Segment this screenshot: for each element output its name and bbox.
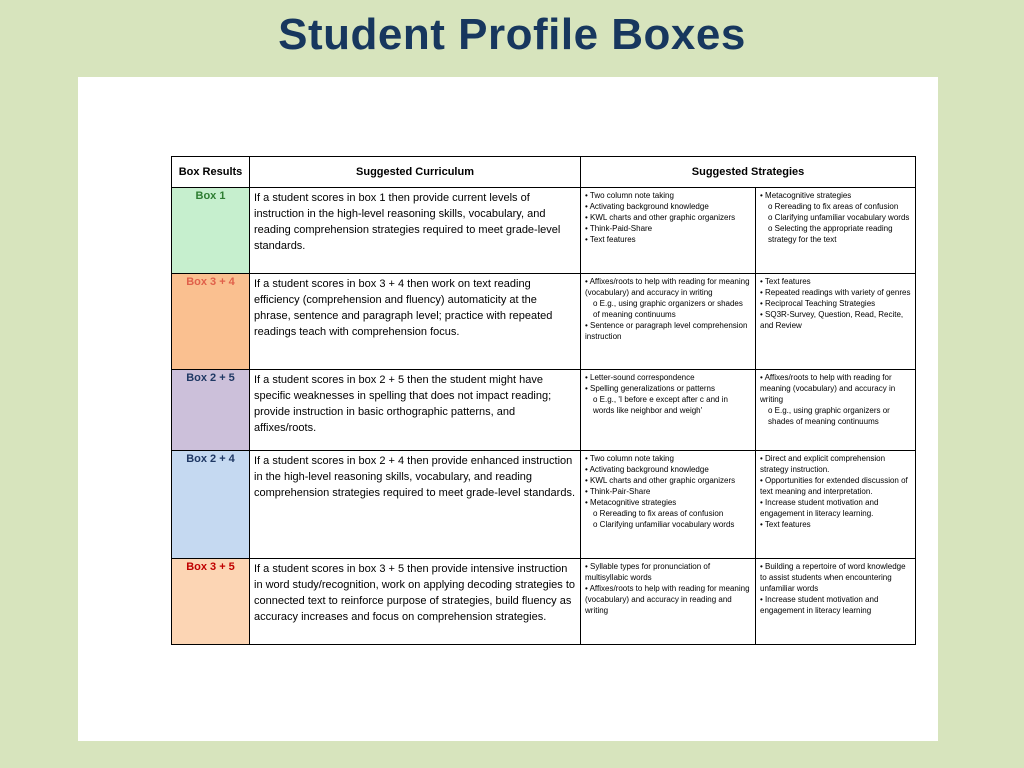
- header-row: [172, 157, 916, 188]
- strategies-cell-1: [581, 370, 756, 451]
- strategy-item: • Direct and explicit comprehension strategy instruction.: [760, 454, 886, 474]
- strategies-cell-2: [756, 451, 916, 559]
- strategies-cell-1: [581, 274, 756, 370]
- box-label: Box 2 + 5: [172, 370, 250, 451]
- strategies-cell-1: [581, 559, 756, 645]
- strategy-item: o Clarifying unfamiliar vocabulary words: [768, 213, 910, 222]
- strategy-item: • Text features: [760, 277, 811, 286]
- slide-title: Student Profile Boxes: [278, 10, 746, 59]
- curriculum-cell: If a student scores in box 3 + 5 then provide intensive instruction in word study/recognition, work on applying decoding strategies to connected text to reinforce purpose of strategies, build fluency as accuracy increases and focus on comprehension strategies.: [250, 559, 581, 645]
- curriculum-cell: If a student scores in box 3 + 4 then work on text reading efficiency (comprehension and fluency) automaticity at the phrase, sentence and paragraph level; practice with repeated readings teach with comprehension focus.: [250, 274, 581, 370]
- strategy-item: • Reciprocal Teaching Strategies: [760, 299, 876, 308]
- strategy-item: o Clarifying unfamiliar vocabulary words: [593, 520, 735, 529]
- strategy-item: • Sentence or paragraph level comprehension instruction: [585, 321, 748, 341]
- strategy-item: • SQ3R-Survey, Question, Read, Recite, and Review: [760, 310, 904, 330]
- strategies-cell-2: [756, 274, 916, 370]
- table-row: [172, 451, 916, 559]
- box-label: Box 3 + 5: [172, 559, 250, 645]
- strategy-item: o E.g., using graphic organizers or shades of meaning continuums: [768, 406, 890, 426]
- strategy-item: o E.g., 'I before e except after c and in words like neighbor and weigh': [593, 395, 728, 415]
- strategy-item: • Think-Pair-Share: [585, 487, 651, 496]
- table-row: [172, 188, 916, 274]
- curriculum-cell: If a student scores in box 1 then provide current levels of instruction in the high-level reasoning skills, vocabulary, and reading comprehension strategies required to meet grade-level standards.: [250, 188, 581, 274]
- box-label: Box 1: [172, 188, 250, 274]
- header-suggested-strategies: Suggested Strategies: [581, 157, 916, 188]
- strategy-item: • Affixes/roots to help with reading for meaning (vocabulary) and accuracy in writing: [585, 277, 750, 297]
- profile-table: [171, 156, 916, 645]
- header-box-results: Box Results: [172, 157, 250, 188]
- table-row: [172, 559, 916, 645]
- strategy-item: • Text features: [760, 520, 811, 529]
- strategies-cell-1: [581, 451, 756, 559]
- strategy-item: • Two column note taking: [585, 454, 674, 463]
- table-body: [172, 188, 916, 645]
- box-label: Box 2 + 4: [172, 451, 250, 559]
- strategy-item: • Metacognitive strategies: [585, 498, 677, 507]
- box-label: Box 3 + 4: [172, 274, 250, 370]
- strategy-item: • Repeated readings with variety of genres: [760, 288, 911, 297]
- strategy-item: • Affixes/roots to help with reading for meaning (vocabulary) and accuracy in reading and writing: [585, 584, 750, 615]
- strategy-item: • Increase student motivation and engagement in literacy learning.: [760, 498, 879, 518]
- strategy-item: • Increase student motivation and engagement in literacy learning: [760, 595, 879, 615]
- strategy-item: • Affixes/roots to help with reading for meaning (vocabulary) and accuracy in writing: [760, 373, 896, 404]
- content-panel: [78, 77, 938, 741]
- curriculum-cell: If a student scores in box 2 + 4 then provide enhanced instruction in the high-level reasoning skills, vocabulary, and reading comprehension strategies required to meet grade-level standards.: [250, 451, 581, 559]
- strategies-cell-2: [756, 559, 916, 645]
- strategy-item: • Spelling generalizations or patterns: [585, 384, 715, 393]
- strategy-item: • Think-Paid-Share: [585, 224, 653, 233]
- strategy-item: o Rereading to fix areas of confusion: [768, 202, 899, 211]
- strategy-item: • KWL charts and other graphic organizers: [585, 213, 736, 222]
- strategy-item: • Metacognitive strategies: [760, 191, 852, 200]
- header-suggested-curriculum: Suggested Curriculum: [250, 157, 581, 188]
- strategy-item: • Letter-sound correspondence: [585, 373, 695, 382]
- strategy-item: o Selecting the appropriate reading strategy for the text: [768, 224, 893, 244]
- strategy-item: • Building a repertoire of word knowledge to assist students when encountering unfamiliar words: [760, 562, 906, 593]
- strategy-item: • Opportunities for extended discussion of text meaning and interpretation.: [760, 476, 908, 496]
- strategy-item: • Text features: [585, 235, 636, 244]
- strategies-cell-2: [756, 188, 916, 274]
- strategy-item: o Rereading to fix areas of confusion: [593, 509, 724, 518]
- strategies-cell-2: [756, 370, 916, 451]
- strategy-item: • Two column note taking: [585, 191, 674, 200]
- strategy-item: • Activating background knowledge: [585, 465, 709, 474]
- strategy-item: o E.g., using graphic organizers or shades of meaning continuums: [593, 299, 743, 319]
- table-row: [172, 274, 916, 370]
- strategy-item: • Activating background knowledge: [585, 202, 709, 211]
- strategy-item: • KWL charts and other graphic organizers: [585, 476, 736, 485]
- table-row: [172, 370, 916, 451]
- strategy-item: • Syllable types for pronunciation of multisyllabic words: [585, 562, 711, 582]
- strategies-cell-1: [581, 188, 756, 274]
- curriculum-cell: If a student scores in box 2 + 5 then the student might have specific weaknesses in spelling that does not impact reading; provide instruction in basic orthographic patterns, and affixes/roots.: [250, 370, 581, 451]
